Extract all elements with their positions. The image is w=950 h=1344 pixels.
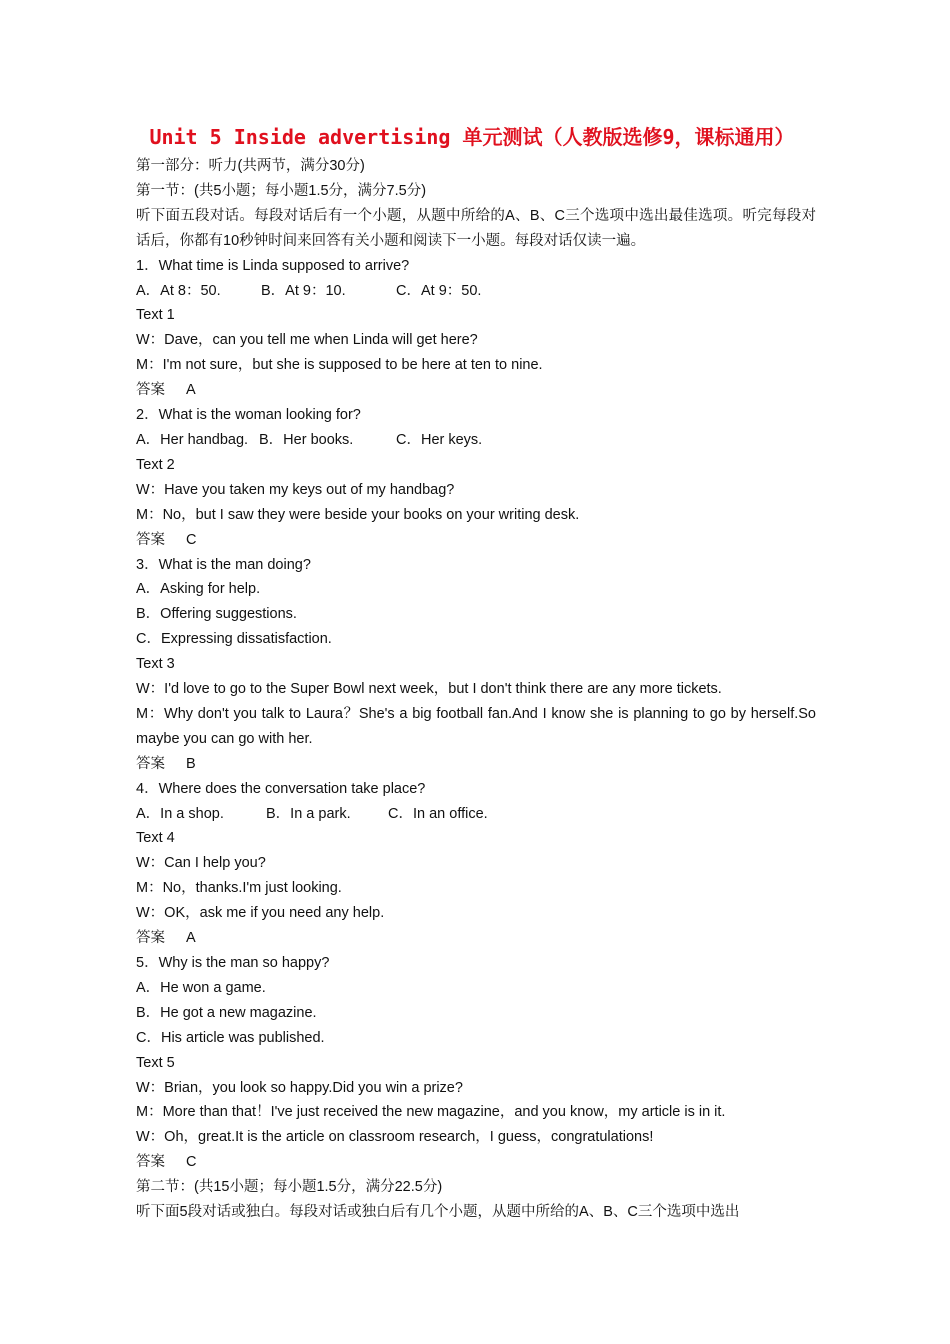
answer-value: C <box>186 1154 197 1171</box>
dialogue-line: W：Can I help you? <box>136 855 266 872</box>
option-a: A．Asking for help. <box>136 581 261 598</box>
answer-row <box>136 528 816 553</box>
option-c: C．In an office. <box>388 805 488 822</box>
text-label: Text 2 <box>136 456 175 473</box>
question-1: 1．What time is Linda supposed to arrive? <box>136 257 410 274</box>
text-label: Text 1 <box>136 307 175 324</box>
instructions-paragraph: 听下面五段对话。每段对话后有一个小题，从题中所给的A、B、C三个选项中选出最佳选项。听完每段对话后，你都有10秒钟时间来回答有关小题和阅读下一小题。每段对话仅读一遍。 <box>136 207 816 249</box>
dialogue-line: M：More than that！I've just received the new magazine，and you know，my article is in it. <box>136 1104 726 1121</box>
text-label: Text 5 <box>136 1054 175 1071</box>
dialogue-line: W：Dave，can you tell me when Linda will get here? <box>136 332 478 349</box>
answer-label: 答案 <box>136 382 165 399</box>
option-c: C．Her keys. <box>396 431 483 448</box>
option-c: C．At 9：50. <box>396 282 482 299</box>
question-2: 2．What is the woman looking for? <box>136 407 361 424</box>
option-a: A．He won a game. <box>136 979 266 996</box>
answer-row <box>136 926 816 951</box>
option-a: A．Her handbag. <box>136 431 249 448</box>
option-c: C．His article was published. <box>136 1029 325 1046</box>
dialogue-line: W：Brian，you look so happy.Did you win a prize? <box>136 1079 463 1096</box>
section-heading: 第一节：(共5小题；每小题1.5分，满分7.5分) <box>136 182 427 199</box>
answer-value: A <box>186 930 196 947</box>
text-label: Text 3 <box>136 656 175 673</box>
answer-row <box>136 378 816 403</box>
option-c: C．Expressing dissatisfaction. <box>136 631 332 648</box>
answer-value: A <box>186 382 196 399</box>
options-row <box>136 279 816 304</box>
part-heading: 第一部分：听力(共两节，满分30分) <box>136 158 365 174</box>
question-3: 3．What is the man doing? <box>136 556 311 573</box>
options-row <box>136 802 816 827</box>
answer-label: 答案 <box>136 1154 165 1171</box>
dialogue-line: W：I'd love to go to the Super Bowl next week，but I don't think there are any more tickets. <box>136 681 722 698</box>
dialogue-line: M：Why don't you talk to Laura？She's a big football fan.And I know she is planning to go by herself.So maybe you can go with her. <box>136 705 816 747</box>
answer-value: B <box>186 755 196 772</box>
document-page <box>136 120 816 1225</box>
option-a: A．At 8：50. <box>136 282 221 299</box>
section-heading: 第二节：(共15小题；每小题1.5分，满分22.5分) <box>136 1179 443 1196</box>
answer-label: 答案 <box>136 531 165 548</box>
dialogue-line: M：I'm not sure，but she is supposed to be here at ten to nine. <box>136 357 543 374</box>
option-b: B．He got a new magazine. <box>136 1004 317 1021</box>
dialogue-line: M：No，but I saw they were beside your books on your writing desk. <box>136 506 580 523</box>
dialogue-line: W：OK，ask me if you need any help. <box>136 905 385 922</box>
dialogue-line: W：Have you taken my keys out of my handbag? <box>136 481 455 498</box>
option-a: A．In a shop. <box>136 805 224 822</box>
question-4: 4．Where does the conversation take place? <box>136 780 426 797</box>
text-label: Text 4 <box>136 830 175 847</box>
question-5: 5．Why is the man so happy? <box>136 955 330 971</box>
option-b: B．Her books. <box>259 431 354 448</box>
dialogue-line: W：Oh，great.It is the article on classroom research，I guess，congratulations! <box>136 1129 654 1146</box>
answer-row <box>136 1150 816 1175</box>
answer-label: 答案 <box>136 755 165 772</box>
option-b: B．Offering suggestions. <box>136 606 297 623</box>
answer-value: C <box>186 531 197 548</box>
instructions-paragraph: 听下面5段对话或独白。每段对话或独白后有几个小题，从题中所给的A、B、C三个选项中选出 <box>136 1204 740 1221</box>
options-row <box>136 428 816 453</box>
option-b: B．At 9：10. <box>261 282 346 299</box>
answer-label: 答案 <box>136 930 165 947</box>
option-b: B．In a park. <box>266 805 351 822</box>
answer-row <box>136 752 816 777</box>
document-title: Unit 5 Inside advertising 单元测试（人教版选修9，课标通用） <box>149 125 795 149</box>
dialogue-line: M：No，thanks.I'm just looking. <box>136 880 342 897</box>
